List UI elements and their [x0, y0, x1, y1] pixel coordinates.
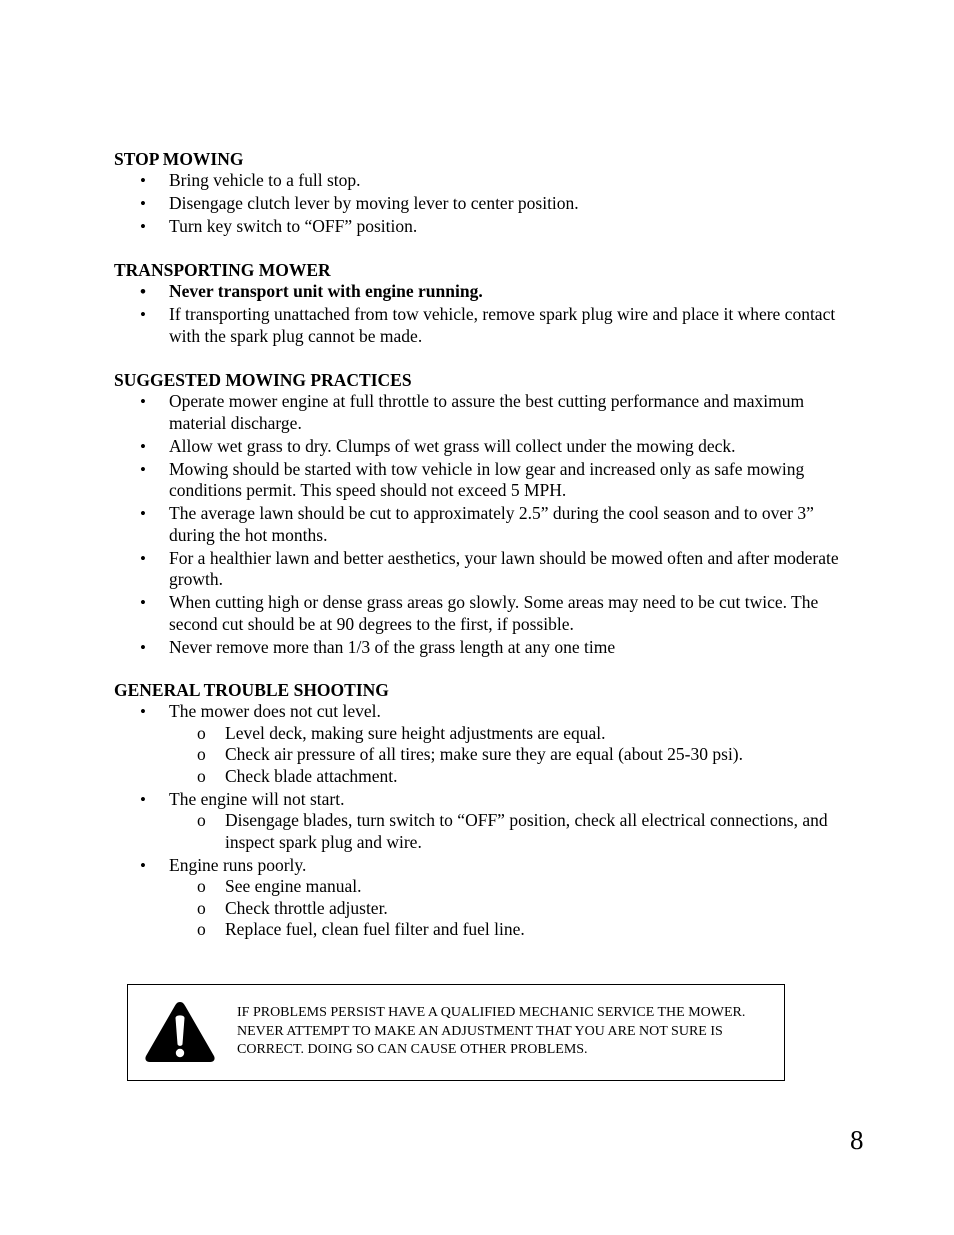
sub-list-item: o Disengage blades, turn switch to “OFF” position, check all electrical connections, and inspect spark plug and wire. — [169, 810, 854, 853]
list-item: • For a healthier lawn and better aesthetics, your lawn should be mowed often and after moderate growth. — [114, 548, 854, 591]
bullet-list — [114, 170, 854, 238]
list-item: • Disengage clutch lever by moving lever to center position. — [114, 193, 854, 215]
list-item — [114, 789, 854, 854]
sub-list-item: o Check blade attachment. — [169, 766, 854, 788]
list-item: • If transporting unattached from tow vehicle, remove spark plug wire and place it where contact with the spark plug cannot be made. — [114, 304, 854, 347]
list-item — [114, 855, 854, 941]
sub-list-item: o Check throttle adjuster. — [169, 898, 854, 920]
sub-list-item: o See engine manual. — [169, 876, 854, 898]
sub-list — [169, 723, 854, 788]
list-item: • The average lawn should be cut to approximately 2.5” during the cool season and to over 3” during the hot months. — [114, 503, 854, 546]
sub-list — [169, 810, 854, 853]
section-heading: SUGGESTED MOWING PRACTICES — [114, 370, 412, 390]
sub-list-item: o Check air pressure of all tires; make sure they are equal (about 25-30 psi). — [169, 744, 854, 766]
warning-box — [127, 984, 785, 1081]
section-heading: GENERAL TROUBLE SHOOTING — [114, 680, 389, 700]
warning-exclamation-icon — [144, 1000, 216, 1064]
bullet-list — [114, 391, 854, 658]
section-stop-mowing — [114, 149, 854, 239]
section-heading: TRANSPORTING MOWER — [114, 260, 331, 280]
page-number: 8 — [850, 1125, 864, 1155]
list-item: • Turn key switch to “OFF” position. — [114, 216, 854, 238]
section-mowing-practices — [114, 370, 854, 660]
list-item: • When cutting high or dense grass areas go slowly. Some areas may need to be cut twice. The second cut should be at 90 degrees to the first, if possible. — [114, 592, 854, 635]
bullet-list — [114, 701, 854, 941]
list-item-label: Engine runs poorly. — [169, 854, 307, 875]
list-item: • Bring vehicle to a full stop. — [114, 170, 854, 192]
warning-text: IF PROBLEMS PERSIST HAVE A QUALIFIED MECHANIC SERVICE THE MOWER. NEVER ATTEMPT TO MAKE AN ADJUSTMENT THAT YOU ARE NOT SURE IS CORRECT. DOING SO CAN CAUSE OTHER PROBLEMS. — [237, 1005, 746, 1057]
sub-list — [169, 876, 854, 941]
bullet-list — [114, 281, 854, 347]
section-heading: STOP MOWING — [114, 149, 244, 169]
list-item: • Never remove more than 1/3 of the grass length at any one time — [114, 637, 854, 659]
section-trouble-shooting — [114, 680, 854, 942]
section-transporting-mower — [114, 260, 854, 349]
sub-list-item: o Level deck, making sure height adjustments are equal. — [169, 723, 854, 745]
list-item — [114, 701, 854, 787]
list-item: • Mowing should be started with tow vehicle in low gear and increased only as safe mowing conditions permit. This speed should not exceed 5 MPH. — [114, 459, 854, 502]
list-item-label: The engine will not start. — [169, 788, 345, 809]
sub-list-item: o Replace fuel, clean fuel filter and fuel line. — [169, 919, 854, 941]
list-item: • Operate mower engine at full throttle to assure the best cutting performance and maximum material discharge. — [114, 391, 854, 434]
list-item-label: The mower does not cut level. — [169, 701, 381, 721]
list-item: • Never transport unit with engine running. — [114, 281, 854, 303]
list-item: • Allow wet grass to dry. Clumps of wet grass will collect under the mowing deck. — [114, 436, 854, 458]
